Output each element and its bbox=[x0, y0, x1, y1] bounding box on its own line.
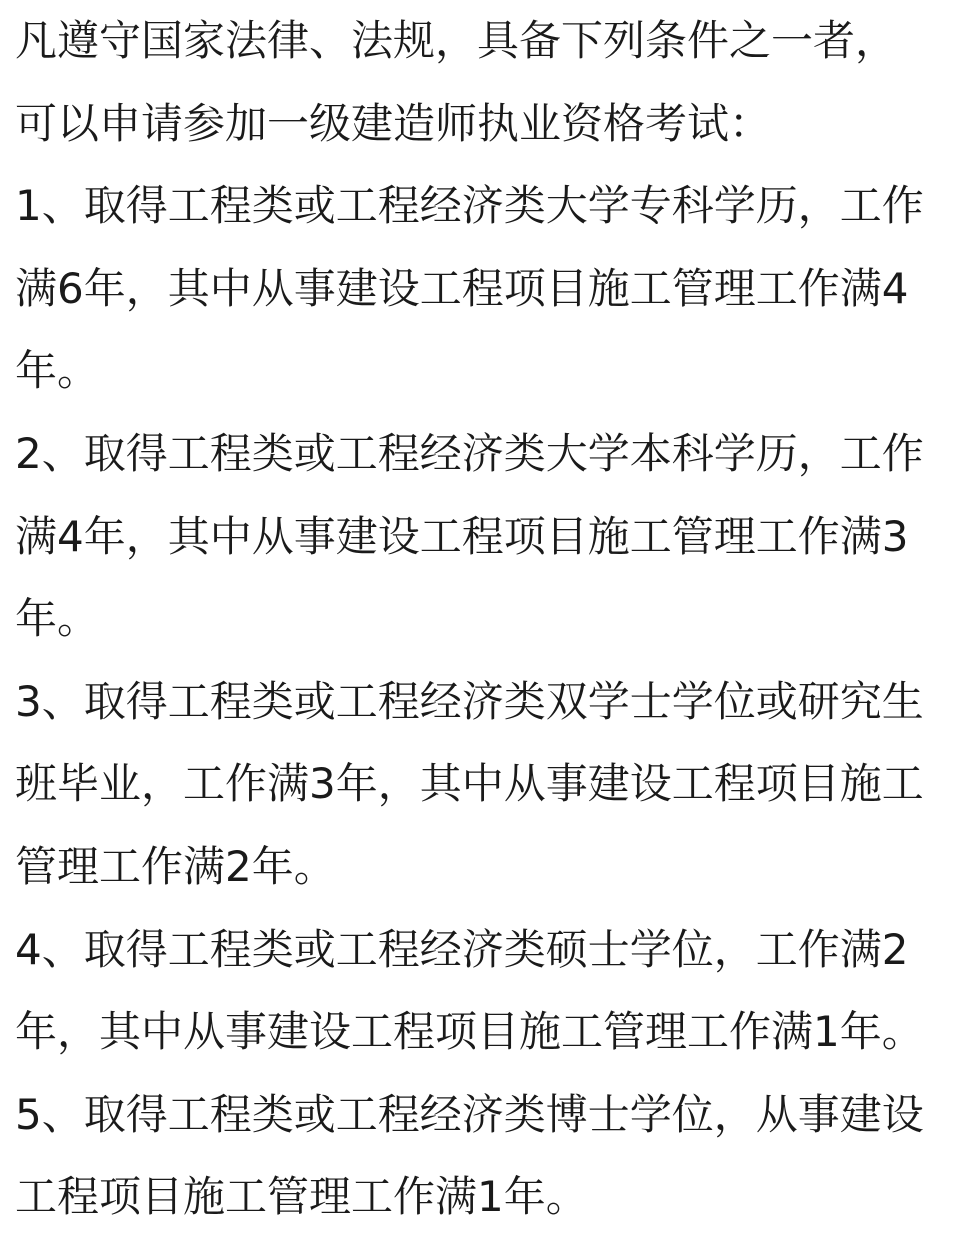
text-line: 可以申请参加一级建造师执业资格考试： bbox=[15, 98, 772, 148]
text-line: 满4年，其中从事建设工程项目施工管理工作满3 bbox=[15, 511, 909, 561]
text-line: 3、取得工程类或工程经济类双学士学位或研究生 bbox=[15, 676, 924, 726]
text-line: 5、取得工程类或工程经济类博士学位，从事建设 bbox=[15, 1089, 924, 1139]
text-line: 年。 bbox=[15, 346, 100, 396]
text-line: 年。 bbox=[15, 594, 100, 644]
text-line: 管理工作满2年。 bbox=[15, 841, 336, 891]
condition-2 bbox=[15, 413, 965, 661]
text-line: 1、取得工程类或工程经济类大学专科学历，工作 bbox=[15, 181, 924, 231]
condition-1 bbox=[15, 165, 965, 413]
text-line: 4、取得工程类或工程经济类硕士学位，工作满2 bbox=[15, 924, 909, 974]
text-line: 年，其中从事建设工程项目施工管理工作满1年。 bbox=[15, 1007, 924, 1057]
condition-4 bbox=[15, 909, 965, 1074]
text-line: 满6年，其中从事建设工程项目施工管理工作满4 bbox=[15, 263, 909, 313]
text-line: 工程项目施工管理工作满1年。 bbox=[15, 1172, 588, 1222]
text-line: 班毕业，工作满3年，其中从事建设工程项目施工 bbox=[15, 759, 924, 809]
text-line: 凡遵守国家法律、法规，具备下列条件之一者， bbox=[15, 16, 898, 65]
text-line: 2、取得工程类或工程经济类大学本科学历，工作 bbox=[15, 428, 924, 478]
condition-3 bbox=[15, 661, 965, 909]
intro-paragraph bbox=[15, 0, 965, 165]
condition-5 bbox=[15, 1074, 965, 1239]
